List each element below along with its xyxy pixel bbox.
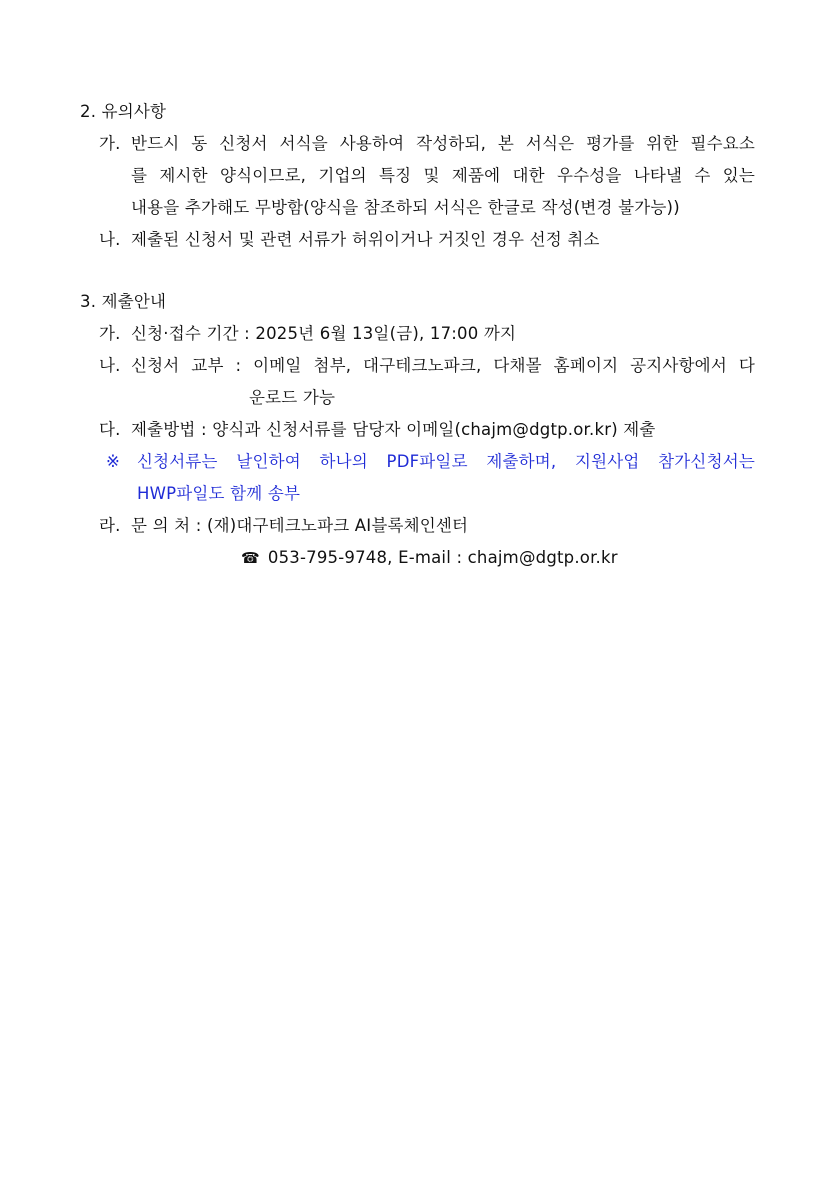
section-2-item-na-text: 제출된 신청서 및 관련 서류가 허위이거나 거짓인 경우 선정 취소: [131, 230, 600, 249]
section-2-heading: 2. 유의사항: [80, 102, 167, 121]
section-2-item-ga-marker: 가.: [99, 134, 121, 153]
section-3-item-ga-marker: 가.: [99, 324, 121, 343]
contact-line: [241, 547, 618, 569]
section-3-item-da-text: 제출방법 : 양식과 신청서류를 담당자 이메일(chajm@dgtp.or.kr) 제출: [131, 420, 656, 439]
section-3-item-ra-text: 문 의 처 : (재)대구테크노파크 AI블록체인센터: [131, 516, 469, 535]
section-3-item-da-marker: 다.: [99, 420, 121, 439]
section-2-item-na-marker: 나.: [99, 230, 121, 249]
section-3-item-ga-text: 신청·접수 기간 : 2025년 6월 13일(금), 17:00 까지: [131, 324, 517, 343]
section-3-item-na-marker: 나.: [99, 356, 121, 375]
note-marker: ※: [106, 452, 121, 471]
section-3-item-na-line1: 신청서 교부 : 이메일 첨부, 대구테크노파크, 다채몰 홈페이지 공지사항에서 다: [131, 356, 755, 375]
section-2-item-ga-line1: 반드시 동 신청서 서식을 사용하여 작성하되, 본 서식은 평가를 위한 필수요소: [131, 134, 755, 153]
section-3-item-na-line2: 운로드 가능: [249, 388, 336, 407]
telephone-icon: ☎: [241, 549, 260, 567]
note-line1: 신청서류는 날인하여 하나의 PDF파일로 제출하며, 지원사업 참가신청서는: [137, 452, 755, 471]
section-2-item-ga-line3: 내용을 추가해도 무방함(양식을 참조하되 서식은 한글로 작성(변경 불가능)): [131, 198, 680, 217]
note-line2: HWP파일도 함께 송부: [137, 484, 301, 503]
contact-text: 053-795-9748, E-mail : chajm@dgtp.or.kr: [267, 548, 618, 567]
section-3-item-ra-marker: 라.: [99, 516, 121, 535]
section-2-item-ga-line2: 를 제시한 양식이므로, 기업의 특징 및 제품에 대한 우수성을 나타낼 수 있는: [131, 166, 755, 185]
section-3-heading: 3. 제출안내: [80, 292, 167, 311]
